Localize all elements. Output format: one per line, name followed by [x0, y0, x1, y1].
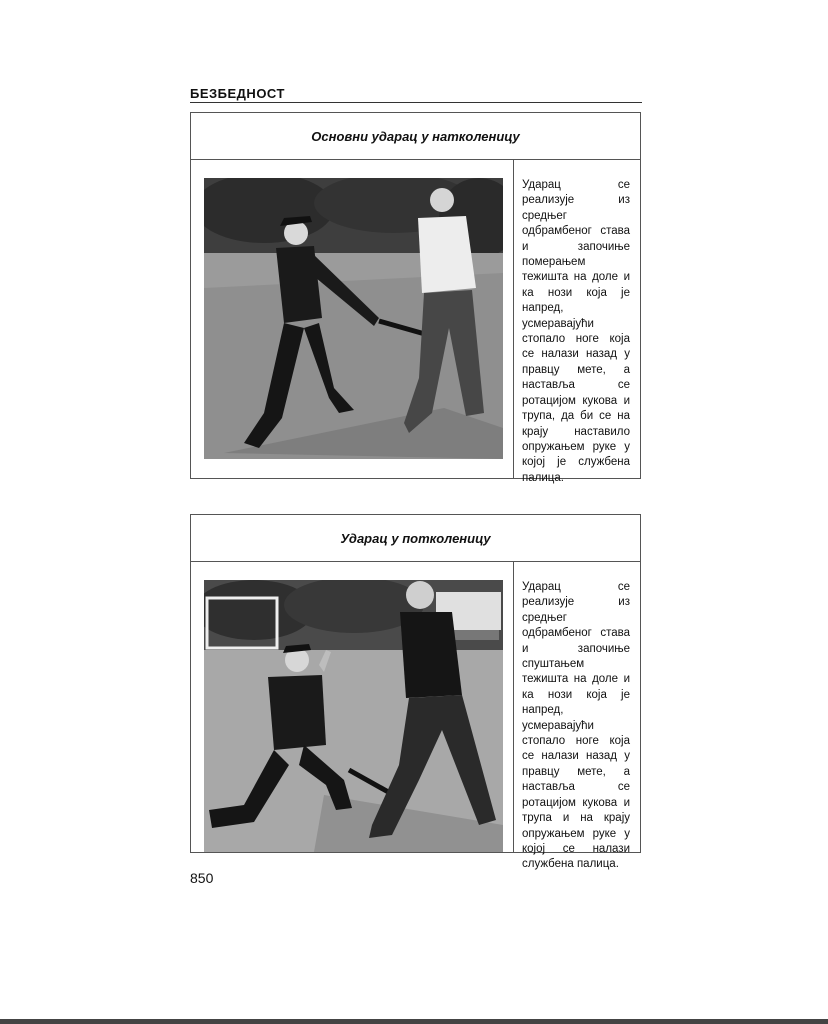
- header-rule: [190, 102, 642, 103]
- technique-description: Ударац се реализује из средњег одбрамбеног става и започиње спуштањем тежишта на доле и ка нози која је напред, усмеравајући стопало ноге која се налази назад у правцу мете, а наставља се ротацијом кукова и трупа и на крају опружањем руке у којој се налази службена палица.: [522, 581, 630, 871]
- running-header: БЕЗБЕДНОСТ: [190, 86, 285, 101]
- bottom-rule: [0, 1019, 828, 1024]
- panel-title: Ударац у потколеницу: [191, 515, 640, 562]
- panel-title: Основни ударац у натколеницу: [191, 113, 640, 160]
- panel-body: [191, 562, 640, 871]
- photo-cell: [191, 160, 514, 479]
- technique-panel-thigh-strike: [190, 112, 641, 484]
- technique-panel-shin-strike: [190, 514, 641, 871]
- photo-cell: [191, 562, 514, 853]
- technique-description: Ударац се реализује из средњег одбрамбеног става и започиње померањем тежишта на доле и ка нози која је напред, усмеравајући стопало ноге која се налази назад у правцу мете, а наставља се ротацијом кукова и трупа, да би се на крају наставило опружањем руке у којој је службена палица.: [522, 179, 630, 484]
- photo-baton-strike-thigh: [204, 178, 503, 459]
- page-number: 850: [190, 870, 214, 886]
- photo-baton-strike-shin: [204, 580, 503, 852]
- panel-body: [191, 160, 640, 484]
